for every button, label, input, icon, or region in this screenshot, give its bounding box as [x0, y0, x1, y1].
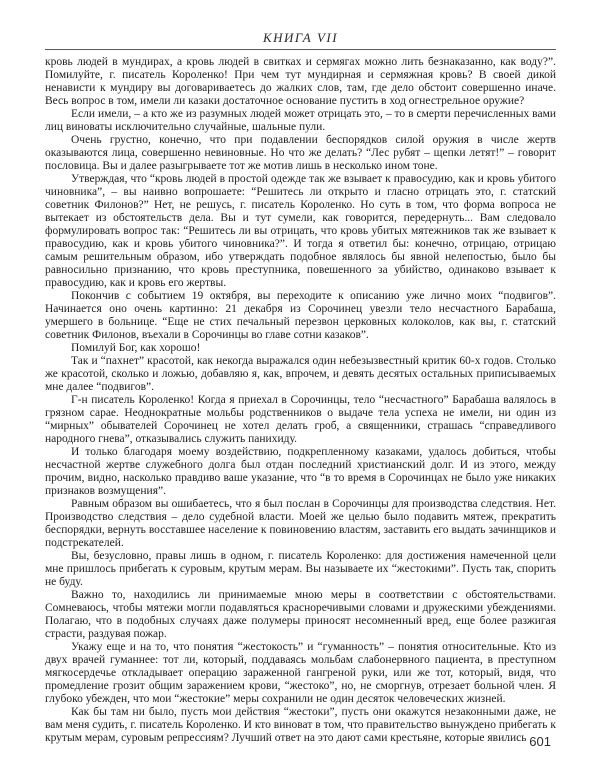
- body-paragraph: Так и “пахнет” красотой, как некогда выражался один небезызвестный критик 60-х годов. Столько же красотой, сколько и ложью, добавляю я, как, впрочем, и девять десятых остальных приписываемых мне далее “подвигов”.: [45, 355, 556, 393]
- header-rule: [45, 49, 556, 50]
- page-number: 601: [529, 734, 551, 749]
- body-paragraph: Равным образом вы ошибаетесь, что я был послан в Сорочинцы для производства следствия. Нет. Производство следствия – дело судебной власти. Моей же целью было подавить мятеж, прекратить беспорядки, вернуть восставшее население к повиновению властям, заставить его выдать зачинщиков и подстрекателей.: [45, 498, 556, 549]
- page-body: [45, 56, 556, 745]
- body-paragraph: кровь людей в мундирах, а кровь людей в свитках и сермягах можно лить безнаказанно, как воду?”. Помилуйте, г. писатель Короленко! При чем тут мундирная и сермяжная кровь? В своей дикой ненависти к мундиру вы договариваетесь до жалких слов, там, где дело обстоит совершенно иначе. Весь вопрос в том, имели ли казаки достаточное основание пустить в ход огнестрельное оружие?: [45, 56, 556, 107]
- body-paragraph: Покончив с событием 19 октября, вы переходите к описанию уже лично моих “подвигов”. Начинается оно очень картинно: 21 декабря из Сорочинец увезли тело несчастного Барабаша, умершего в больнице. “Еще не стих печальный перезвон церковных колоколов, как вы, г. статский советник Филонов, въехали в Сорочинцы во главе сотни казаков”.: [45, 290, 556, 341]
- body-paragraph: Г-н писатель Короленко! Когда я приехал в Сорочинцы, тело “несчастного” Барабаша валялось в грязном сарае. Неоднократные мольбы родственников о выдаче тела успеха не имели, ни один из “мирных” обывателей Сорочинец не хотел делать гроб, а священники, страшась “справедливого народного гнева”, отказывались служить панихиду.: [45, 394, 556, 445]
- body-paragraph: Если имели, – а кто же из разумных людей может отрицать это, – то в смерти перечисленных вами лиц виноваты исключительно случайные, шальные пули.: [45, 108, 556, 133]
- body-paragraph: Вы, безусловно, правы лишь в одном, г. писатель Короленко: для достижения намеченной цели мне пришлось прибегать к суровым, крутым мерам. Вы называете их “жестокими”. Пусть так, спорить не буду.: [45, 550, 556, 588]
- body-paragraph: Утверждая, что “кровь людей в простой одежде так же взывает к правосудию, как и кровь убитого чиновника”, – вы наивно вопрошаете: “Решитесь ли открыто и гласно отрицать это, г. статский советник Филонов?” Нет, не решусь, г. писатель Короленко. Но суть в том, что форма вопроса не вытекает из обстоятельств дела. Вы и тут сумели, как говорится, передернуть... Вам следовало формулировать вопрос так: “Решитесь ли вы отрицать, что кровь убитых мятежников так же взывает к правосудию, как и кровь убитого чиновника?”. И тогда я ответил бы: конечно, отрицаю, отрицаю самым решительным образом, ибо утверждать подобное являлось бы явной нелепостью, было бы равносильно признанию, что кровь преступника, повешенного за убийство, одинаково взывает к правосудию, как и кровь его жертвы.: [45, 173, 556, 289]
- body-paragraph: И только благодаря моему воздействию, подкрепленному казаками, удалось добиться, чтобы несчастной жертве служебного долга был отдан последний христианский долг. И из этого, между прочим, видно, насколько правдиво ваше указание, что “в то время в Сорочинцах не было уже никаких признаков возмущения”.: [45, 446, 556, 497]
- body-paragraph: Очень грустно, конечно, что при подавлении беспорядков силой оружия в числе жертв оказываются лица, совершенно невиновные. Но что же делать? “Лес рубят – щепки летят!” – говорит пословица. Вы и далее разыгрываете тот же мотив лишь в несколько ином тоне.: [45, 134, 556, 172]
- running-header: КНИГА VII: [262, 30, 339, 45]
- body-paragraph: Помилуй Бог, как хорошо!: [71, 342, 201, 354]
- body-paragraph: Укажу еще и на то, что понятия “жестокость” и “гуманность” – понятия относительные. Кто из двух врачей гуманнее: тот ли, который, поддаваясь мольбам слабонервного пациента, в преступном мягкосердечье откладывает операцию зараженной гангреной руки, или же тот, который, видя, что промедление грозит общим заражением крови, “жестоко”, но, не сморгнув, отрезает больной член. Я глубоко убежден, что мои “жестокие” меры сохранили не один десяток человеческих жизней.: [45, 641, 556, 705]
- body-paragraph: Как бы там ни было, пусть мои действия “жестоки”, пусть они окажутся незаконными даже, не вам меня судить, г. писатель Короленко. И кто виноват в том, что правительство вынуждено прибегать к крутым мерам, суровым репрессиям? Лучший ответ на это дают сами крестьяне, которые явились: [45, 706, 556, 744]
- body-paragraph: Важно то, находились ли принимаемые мною меры в соответствии с обстоятельствами. Сомневаюсь, чтобы мятежи могли подавляться красноречивыми словами и дружескими убеждениями. Полагаю, что в подобных случаях даже полумеры приносят несомненный вред, еще более разжигая страсти, раздувая пожар.: [45, 589, 556, 640]
